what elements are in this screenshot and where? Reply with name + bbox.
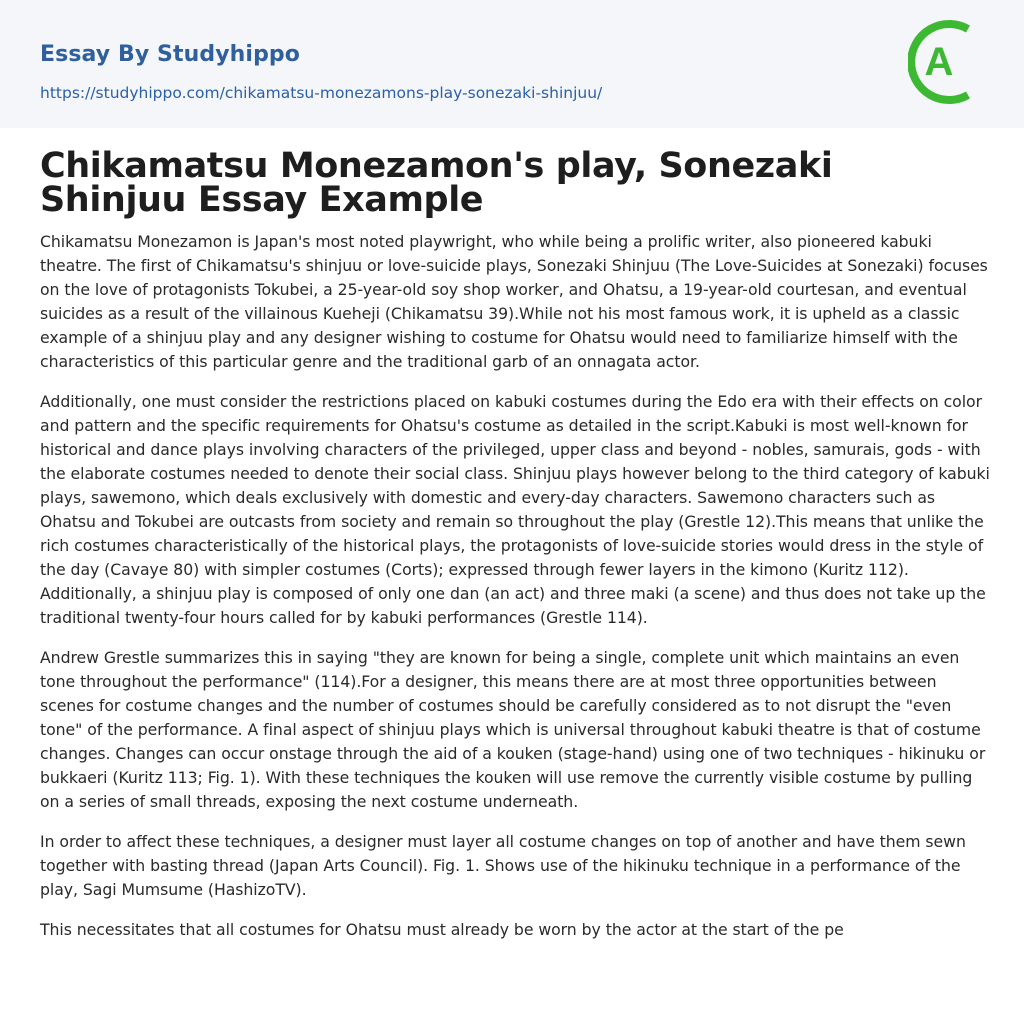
page-url-link[interactable]: https://studyhippo.com/chikamatsu-monezamons-play-sonezaki-shinjuu/ bbox=[40, 84, 603, 102]
logo-letter: A bbox=[924, 40, 954, 84]
article-paragraph: In order to affect these techniques, a designer must layer all costume changes on top of another and have them sewn together with basting thread (Japan Arts Council). Fig. 1. Shows use of the hikinuku technique in a performance of the play, Sagi Mumsume (HashizoTV). bbox=[40, 832, 966, 899]
article-paragraph: Additionally, one must consider the restrictions placed on kabuki costumes during the Edo era with their effects on color and pattern and the specific requirements for Ohatsu's costume as detailed in the script.Kabuki is most well-known for historical and dance plays involving characters of the privileged, upper class and beyond - nobles, samurais, gods - with the elaborate costumes needed to denote their social class. Shinjuu plays however belong to the third category of kabuki plays, sawemono, which deals exclusively with domestic and every-day characters. Sawemono characters such as Ohatsu and Tokubei are outcasts from society and remain so throughout the play (Grestle 12).This means that unlike the rich costumes characteristically of the historical plays, the protagonists of love-suicide stories would dress in the style of the day (Cavaye 80) with simpler costumes (Corts); expressed through fewer layers in the kimono (Kuritz 112). Additionally, a shinjuu play is composed of only one dan (an act) and three maki (a scene) and thus does not take up the traditional twenty-four hours called for by kabuki performances (Grestle 114). bbox=[40, 392, 990, 627]
studyhippo-logo[interactable] bbox=[908, 18, 988, 106]
page-title: Chikamatsu Monezamon's play, Sonezaki Shinjuu Essay Example bbox=[40, 146, 833, 220]
article-paragraph: This necessitates that all costumes for Ohatsu must already be worn by the actor at the start of the pe bbox=[40, 920, 844, 939]
site-header bbox=[0, 0, 1024, 128]
article-paragraph: Andrew Grestle summarizes this in saying "they are known for being a single, complete unit which maintains an even tone throughout the performance" (114).For a designer, this means there are at most three opportunities between scenes for costume changes and the number of costumes should be carefully considered as to not disrupt the "even tone" of the performance. A final aspect of shinjuu plays which is universal throughout kabuki theatre is that of costume changes. Changes can occur onstage through the aid of a kouken (stage-hand) using one of two techniques - hikinuku or bukkaeri (Kuritz 113; Fig. 1). With these techniques the kouken will use remove the currently visible costume by pulling on a series of small threads, exposing the next costume underneath. bbox=[40, 648, 986, 811]
logo-icon bbox=[908, 18, 988, 106]
article-body bbox=[40, 230, 990, 958]
site-brand-link[interactable]: Essay By Studyhippo bbox=[40, 42, 300, 67]
article-paragraph: Chikamatsu Monezamon is Japan's most noted playwright, who while being a prolific writer, also pioneered kabuki theatre. The first of Chikamatsu's shinjuu or love-suicide plays, Sonezaki Shinjuu (The Love-Suicides at Sonezaki) focuses on the love of protagonists Tokubei, a 25-year-old soy shop worker, and Ohatsu, a 19-year-old courtesan, and eventual suicides as a result of the villainous Kueheji (Chikamatsu 39).While not his most famous work, it is upheld as a classic example of a shinjuu play and any designer wishing to costume for Ohatsu would need to familiarize himself with the characteristics of this particular genre and the traditional garb of an onnagata actor. bbox=[40, 232, 988, 371]
